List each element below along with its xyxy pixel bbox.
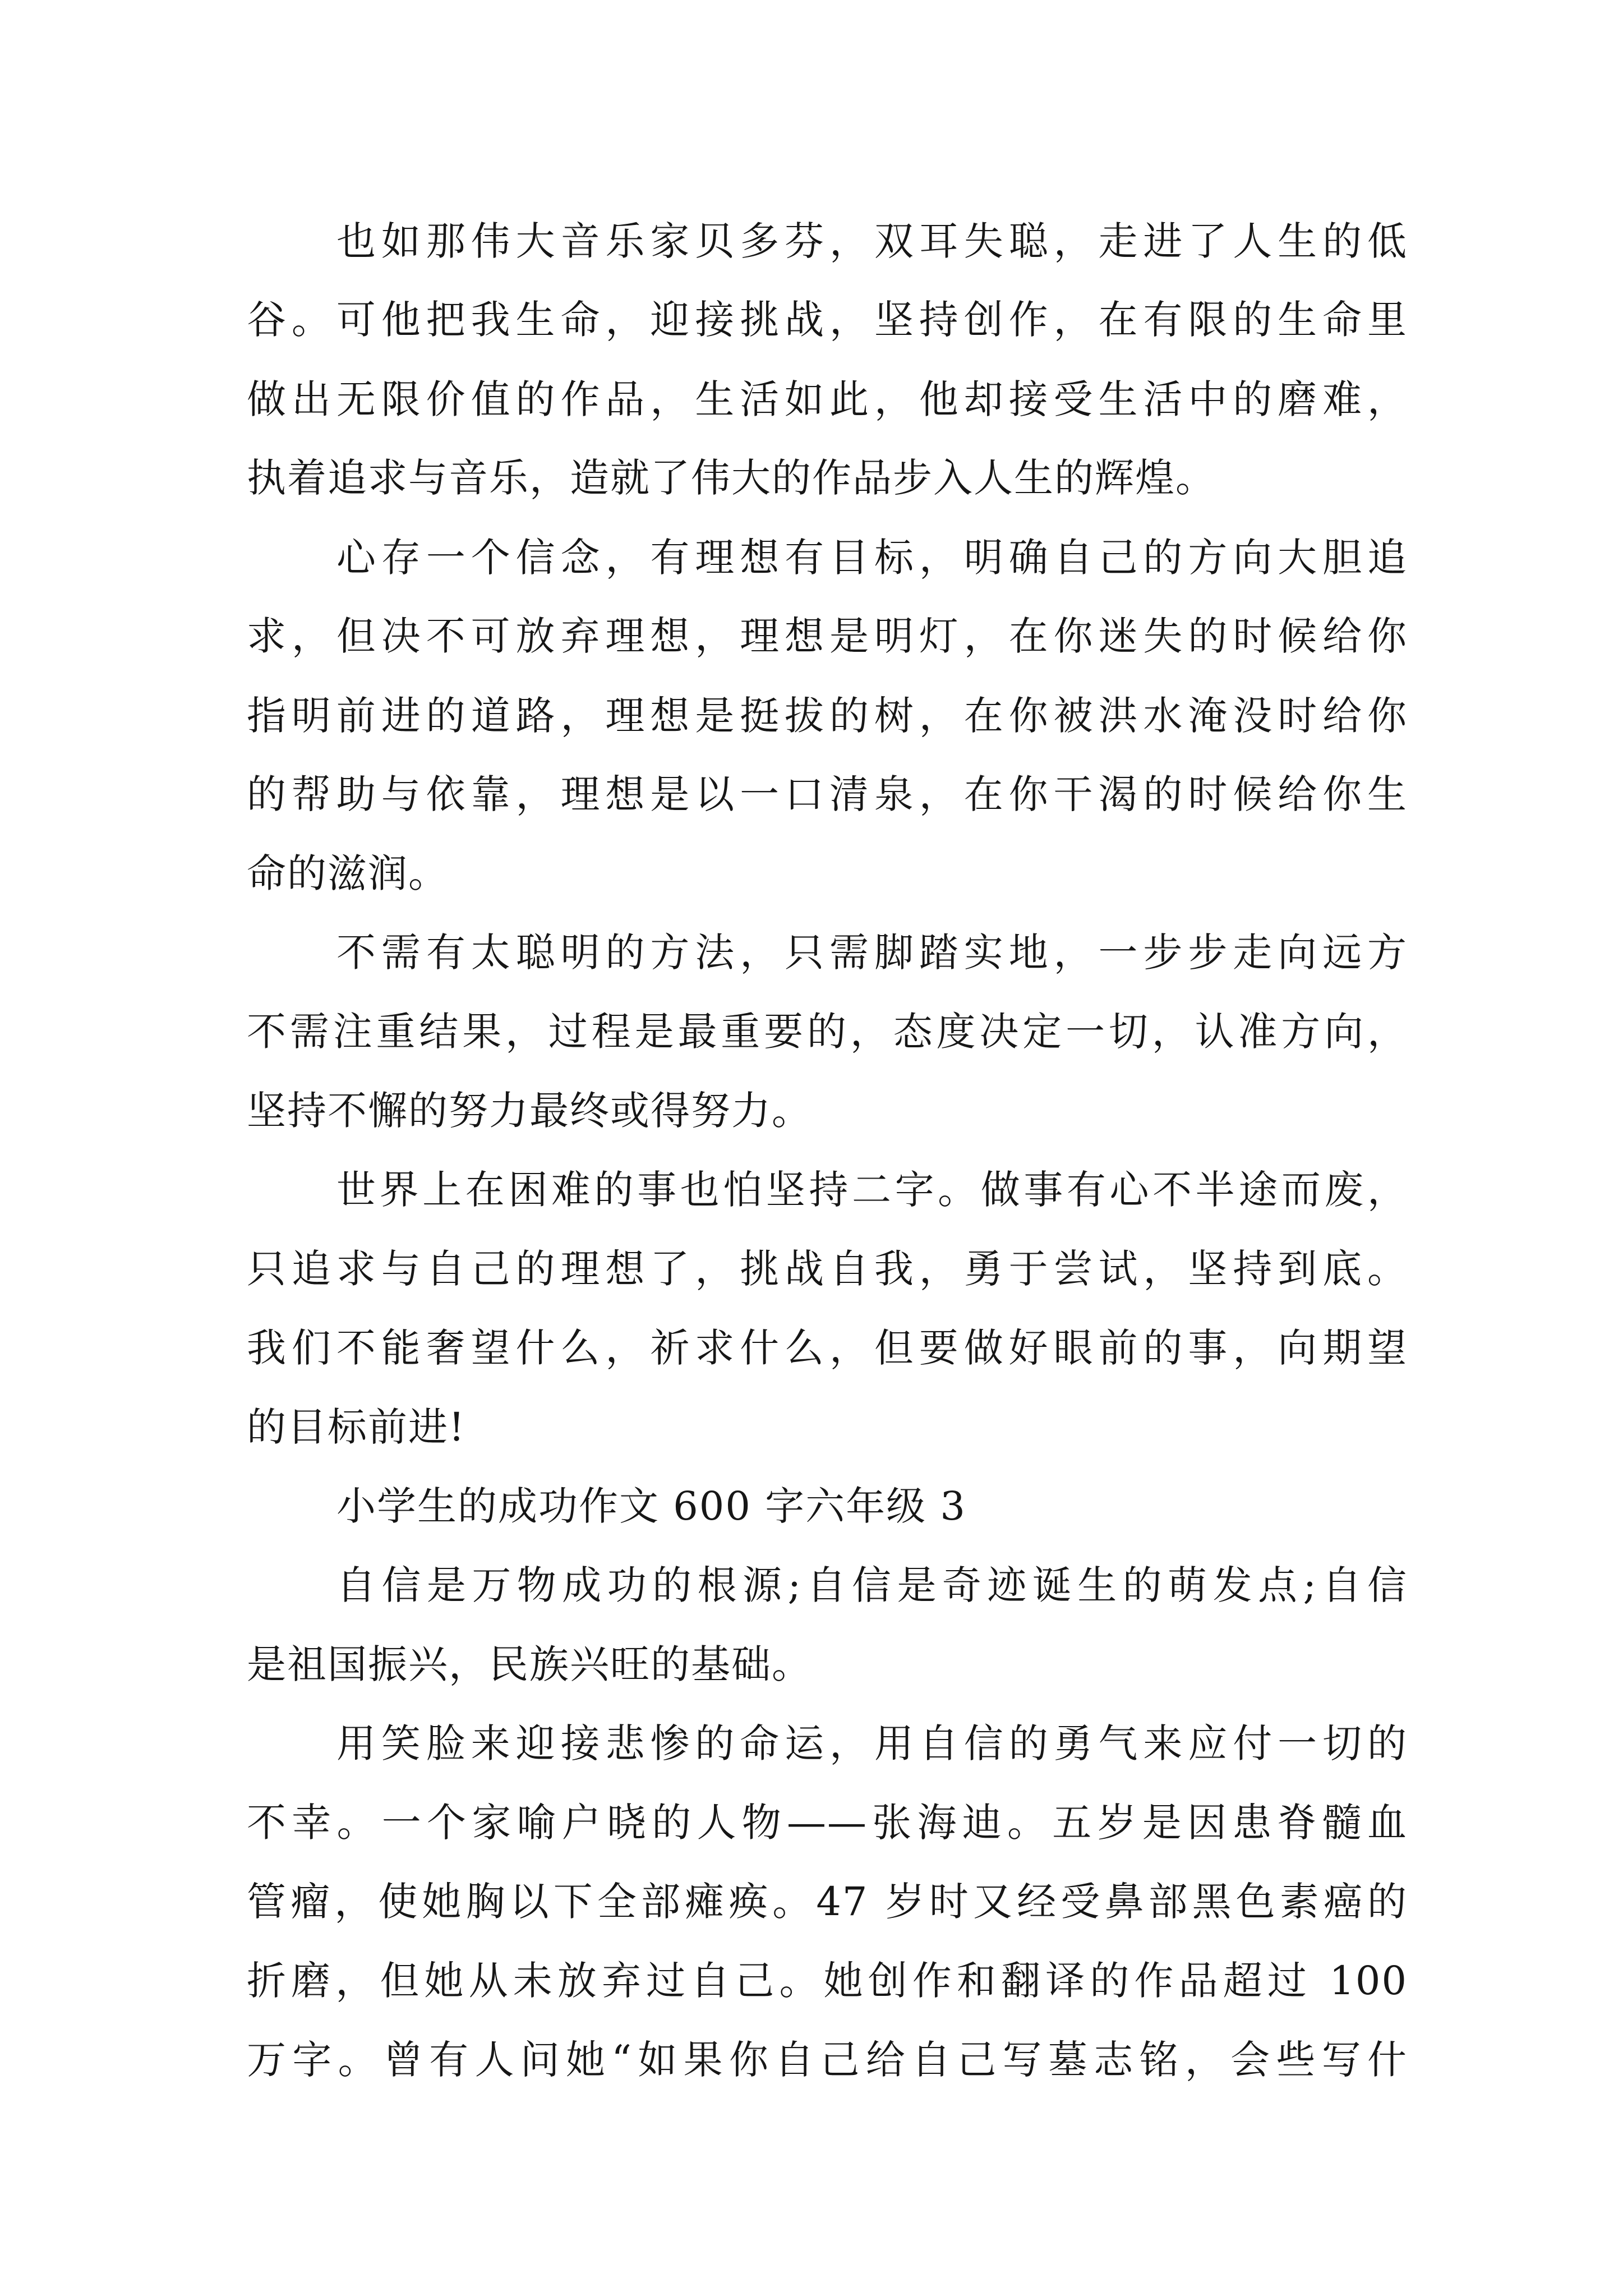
text-line: 折磨，但她从未放弃过自己。她创作和翻译的作品超过 100 bbox=[247, 1958, 1408, 2004]
text-line: 不需注重结果，过程是最重要的，态度决定一切，认准方向， bbox=[247, 1009, 1408, 1055]
text-line: 也如那伟大音乐家贝多芬，双耳失聪，走进了人生的低 bbox=[336, 218, 1408, 264]
text-line: 坚持不懈的努力最终或得努力。 bbox=[247, 1088, 812, 1134]
text-line: 世界上在困难的事也怕坚持二字。做事有心不半途而废， bbox=[336, 1167, 1408, 1213]
text-line: 自信是万物成功的根源;自信是奇迹诞生的萌发点;自信 bbox=[336, 1562, 1408, 1608]
text-line: 用笑脸来迎接悲惨的命运，用自信的勇气来应付一切的 bbox=[336, 1720, 1408, 1766]
text-line: 管瘤，使她胸以下全部瘫痪。47 岁时又经受鼻部黑色素癌的 bbox=[247, 1879, 1408, 1925]
text-line: 谷。可他把我生命，迎接挑战，坚持创作，在有限的生命里 bbox=[247, 297, 1408, 343]
section-heading: 小学生的成功作文 600 字六年级 3 bbox=[336, 1483, 966, 1529]
text-line: 心存一个信念，有理想有目标，明确自己的方向大胆追 bbox=[336, 535, 1408, 581]
text-line: 是祖国振兴，民族兴旺的基础。 bbox=[247, 1641, 812, 1687]
text-line: 做出无限价值的作品，生活如此，他却接受生活中的磨难， bbox=[247, 376, 1408, 422]
text-line: 我们不能奢望什么，祈求什么，但要做好眼前的事，向期望 bbox=[247, 1325, 1408, 1371]
text-line: 万字。曾有人问她“如果你自己给自己写墓志铭，会些写什 bbox=[247, 2037, 1408, 2083]
text-line: 不需有太聪明的方法，只需脚踏实地，一步步走向远方 bbox=[336, 930, 1408, 976]
text-line: 指明前进的道路，理想是挺拔的树，在你被洪水淹没时给你 bbox=[247, 693, 1408, 739]
text-line: 命的滋润。 bbox=[247, 850, 449, 896]
text-line: 不幸。一个家喻户晓的人物——张海迪。五岁是因患脊髓血 bbox=[247, 1800, 1408, 1846]
text-line: 只追求与自己的理想了，挑战自我，勇于尝试，坚持到底。 bbox=[247, 1246, 1408, 1292]
text-line: 的帮助与依靠，理想是以一口清泉，在你干渴的时候给你生 bbox=[247, 771, 1408, 817]
text-line: 的目标前进! bbox=[247, 1404, 466, 1450]
text-line: 求，但决不可放弃理想，理想是明灯，在你迷失的时候给你 bbox=[247, 613, 1408, 659]
text-line: 执着追求与音乐，造就了伟大的作品步入人生的辉煌。 bbox=[247, 455, 1216, 501]
